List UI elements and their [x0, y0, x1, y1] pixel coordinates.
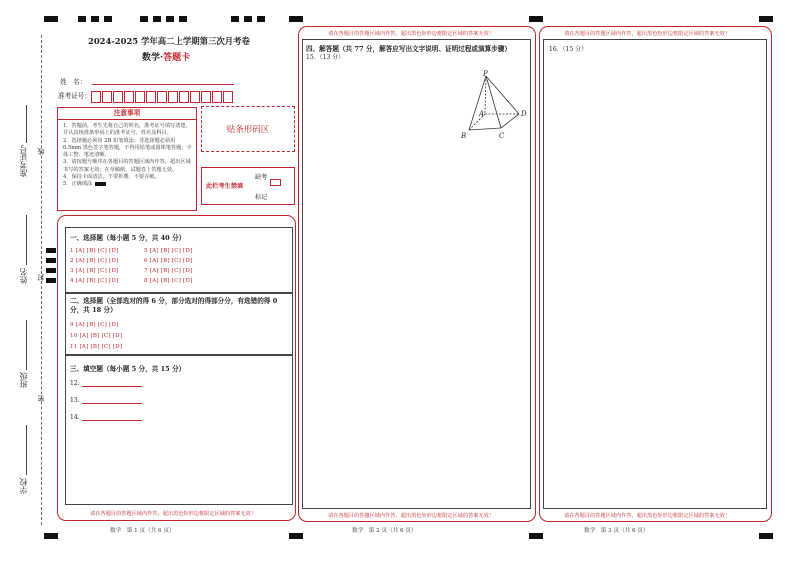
id-label: 准考证号：	[58, 92, 91, 100]
timing-mark	[244, 16, 252, 22]
binding-line-name	[26, 215, 27, 265]
id-digit-box[interactable]	[113, 91, 123, 103]
binding-line-class	[26, 320, 27, 370]
id-digit-box[interactable]	[223, 91, 233, 103]
notice-item-3: 3．请按题号顺序在各题目的答题区域内作答，超出区域书写的答案无效；在草稿纸、试题卷上答题无效。	[63, 159, 191, 173]
id-digit-box[interactable]	[102, 91, 112, 103]
binding-label-id: 准考证号	[19, 145, 28, 177]
binding-label-class: 班级	[19, 372, 28, 388]
timing-mark	[153, 16, 161, 22]
id-number-boxes[interactable]	[91, 88, 234, 107]
section3-title: 三、填空题（每小题 5 分，共 15 分）	[70, 365, 186, 373]
timing-mark	[289, 533, 303, 539]
id-digit-box[interactable]	[212, 91, 222, 103]
section4-title: 四、解答题（共 77 分，解答应写出文字说明、证明过程或演算步骤）	[306, 45, 511, 53]
binding-cut-word-3: 密	[37, 395, 45, 402]
binding-cut-word-1: 线	[37, 148, 45, 155]
timing-mark	[78, 16, 86, 22]
id-digit-box[interactable]	[157, 91, 167, 103]
id-digit-box[interactable]	[135, 91, 145, 103]
timing-mark	[44, 16, 58, 22]
absent-checkbox[interactable]	[270, 179, 281, 186]
fill-label-14: 14.	[70, 414, 80, 421]
fill-label-13: 13.	[70, 397, 80, 404]
timing-mark	[179, 16, 187, 22]
choice-row-8[interactable]: 8 [A] [B] [C] [D]	[144, 278, 193, 284]
fill-line-14[interactable]	[82, 420, 142, 421]
binding-label-school: 学校	[19, 478, 28, 494]
fill-line-12[interactable]	[82, 386, 142, 387]
timing-mark	[46, 268, 56, 273]
timing-mark	[91, 16, 99, 22]
absent-mark-label-2: 标记	[255, 194, 268, 201]
question-15-label: 15．（13 分）	[306, 54, 345, 61]
barcode-area	[201, 106, 295, 152]
timing-mark	[529, 16, 543, 22]
page3-answer-box	[543, 39, 767, 509]
timing-mark	[759, 533, 773, 539]
binding-cut-word-2: 封	[37, 274, 45, 281]
exam-title: 2024-2025 学年高二上学期第三次月考卷	[88, 36, 250, 46]
id-digit-box[interactable]	[179, 91, 189, 103]
section3-box	[65, 355, 293, 505]
page2-warning-top: 请在各题目的答题区域内作答，超出黑色矩形边框限定区域的答案无效！	[328, 31, 495, 37]
absent-mark-label-1: 缺考	[255, 174, 268, 181]
binding-label-name: 姓名	[19, 268, 28, 284]
vertex-d-label: D	[521, 110, 527, 118]
choice-row-7[interactable]: 7 [A] [B] [C] [D]	[144, 268, 193, 274]
fill-label-12: 12.	[70, 380, 80, 387]
name-field[interactable]	[92, 84, 234, 85]
filled-bubble-example	[95, 182, 106, 186]
notice-item-1: 1．答题前，考生先将自己的姓名，准考证号填写清楚，并认真核准条形码上的准考证号、姓名及科目。	[63, 123, 191, 137]
absent-label: 此栏考生禁填	[206, 183, 244, 190]
timing-mark	[44, 533, 58, 539]
choice-row-9[interactable]: 9 [A] [B] [C] [D]	[70, 322, 119, 328]
notice-title: 注意事项	[58, 108, 196, 120]
vertex-p-label: P	[483, 70, 488, 78]
timing-mark	[104, 16, 112, 22]
absent-box	[201, 167, 295, 205]
section2-title: 二、选择题（全部选对的得 6 分，部分选对的得部分分，有选错的得 0 分，共 18 分）	[70, 297, 278, 314]
question-16-label: 16．（15 分）	[549, 46, 588, 53]
id-digit-box[interactable]	[190, 91, 200, 103]
timing-mark	[140, 16, 148, 22]
id-digit-box[interactable]	[201, 91, 211, 103]
choice-row-5[interactable]: 5 [A] [B] [C] [D]	[144, 248, 193, 254]
choice-row-3[interactable]: 3 [A] [B] [C] [D]	[70, 268, 119, 274]
choice-row-11[interactable]: 11 [A] [B] [C] [D]	[70, 344, 123, 350]
choice-row-4[interactable]: 4 [A] [B] [C] [D]	[70, 278, 119, 284]
binding-line-school	[26, 425, 27, 475]
sheet-heading	[142, 50, 190, 63]
id-digit-box[interactable]	[168, 91, 178, 103]
page3-footer: 数学 第 3 页（共 6 页）	[584, 528, 649, 534]
name-label: 姓 名：	[60, 78, 87, 86]
choice-row-10[interactable]: 10 [A] [B] [C] [D]	[70, 333, 123, 339]
id-digit-box[interactable]	[146, 91, 156, 103]
page1-warning: 请在各题目的答题区域内作答，超出黑色矩形边框限定区域的答案无效！	[90, 511, 257, 517]
separator-dot: ·	[160, 53, 164, 63]
subject-label: 数学	[142, 53, 161, 63]
section1-title: 一、选择题（每小题 5 分，共 40 分）	[70, 234, 186, 242]
timing-mark	[166, 16, 174, 22]
barcode-label: 贴条形码区	[226, 125, 270, 135]
timing-mark	[46, 248, 56, 253]
timing-mark	[759, 16, 773, 22]
page1-footer: 数学 第 1 页（共 6 页）	[110, 528, 175, 534]
answer-sheet-label: 答题卡	[163, 53, 191, 63]
pyramid-figure	[455, 70, 535, 142]
timing-mark	[46, 258, 56, 263]
timing-mark	[46, 278, 56, 283]
timing-mark	[529, 533, 543, 539]
choice-row-6[interactable]: 6 [A] [B] [C] [D]	[144, 258, 193, 264]
page3-warning-top: 请在各题目的答题区域内作答，超出黑色矩形边框限定区域的答案无效！	[564, 31, 731, 37]
page3-warning-bottom: 请在各题目的答题区域内作答，超出黑色矩形边框限定区域的答案无效！	[564, 513, 731, 519]
timing-mark	[257, 16, 265, 22]
page2-footer: 数学 第 2 页（共 6 页）	[352, 528, 417, 534]
vertex-b-label: B	[461, 132, 467, 140]
id-digit-box[interactable]	[91, 91, 101, 103]
choice-row-2[interactable]: 2 [A] [B] [C] [D]	[70, 258, 119, 264]
notice-item-2: 2．选择题必须用 2B 铅笔填涂；非选择题必须用 0.5mm 黑色签字笔答题，不得用铅笔或圆珠笔答题；字体工整、笔迹清晰。	[63, 137, 192, 159]
fill-line-13[interactable]	[82, 403, 142, 404]
vertex-a-label: A	[479, 110, 485, 118]
binding-line-id	[26, 105, 27, 143]
choice-row-1[interactable]: 1 [A] [B] [C] [D]	[70, 248, 119, 254]
notice-item-4: 4．保持卡面清洁，不要折叠、不要弄破。	[63, 174, 160, 181]
timing-mark	[289, 16, 303, 22]
vertex-c-label: C	[499, 132, 505, 140]
id-digit-box[interactable]	[124, 91, 134, 103]
timing-mark	[231, 16, 239, 22]
notice-box	[57, 107, 197, 211]
page2-warning-bottom: 请在各题目的答题区域内作答，超出黑色矩形边框限定区域的答案无效！	[328, 513, 495, 519]
notice-item-5: 5．正确填涂	[63, 181, 192, 188]
